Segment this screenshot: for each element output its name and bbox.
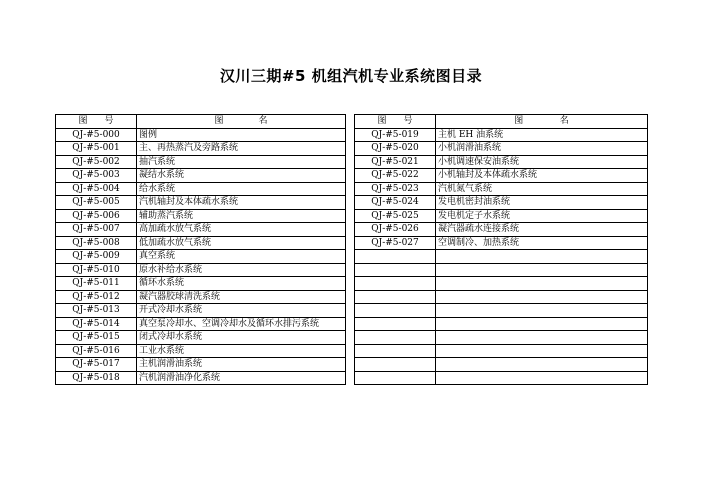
table-row <box>56 263 346 277</box>
table-row <box>56 155 346 169</box>
table-row <box>56 209 346 223</box>
table-row <box>355 169 648 183</box>
drawing-code-cell: QJ-#5-004 <box>56 182 137 196</box>
drawing-name-cell: 小机润滑油系统 <box>436 142 648 156</box>
drawing-code-cell: QJ-#5-014 <box>56 317 137 331</box>
drawing-name-cell <box>436 371 648 385</box>
header-code-cell <box>56 115 137 129</box>
drawing-index-table-right <box>354 114 648 385</box>
table-row <box>56 371 346 385</box>
drawing-code-cell <box>355 344 436 358</box>
header-name-char-2: 名 <box>559 116 569 127</box>
table-row <box>56 277 346 291</box>
table-header-row <box>355 115 648 129</box>
drawing-code-cell: QJ-#5-027 <box>355 236 436 250</box>
drawing-code-cell: QJ-#5-001 <box>56 142 137 156</box>
table-row <box>355 209 648 223</box>
header-name-cell <box>137 115 346 129</box>
table-header-row <box>56 115 346 129</box>
drawing-name-cell: 循环水系统 <box>137 277 346 291</box>
drawing-name-cell: 辅助蒸汽系统 <box>137 209 346 223</box>
table-row <box>355 263 648 277</box>
drawing-name-cell: 汽机轴封及本体疏水系统 <box>137 196 346 210</box>
drawing-code-cell: QJ-#5-008 <box>56 236 137 250</box>
header-code-char-2: 号 <box>104 116 114 127</box>
drawing-code-cell: QJ-#5-005 <box>56 196 137 210</box>
drawing-name-cell: 工业水系统 <box>137 344 346 358</box>
drawing-name-cell <box>436 290 648 304</box>
drawing-name-cell: 真空泵冷却水、空调冷却水及循环水排污系统 <box>137 317 346 331</box>
drawing-name-cell: 小机调速保安油系统 <box>436 155 648 169</box>
drawing-name-cell: 主机 EH 油系统 <box>436 128 648 142</box>
table-row <box>355 331 648 345</box>
drawing-name-cell: 抽汽系统 <box>137 155 346 169</box>
drawing-name-cell: 开式冷却水系统 <box>137 304 346 318</box>
table-row <box>56 236 346 250</box>
table-row <box>56 358 346 372</box>
drawing-code-cell <box>355 250 436 264</box>
drawing-code-cell: QJ-#5-020 <box>355 142 436 156</box>
table-row <box>56 290 346 304</box>
table-row <box>56 142 346 156</box>
header-name-char-1: 图 <box>514 116 524 127</box>
drawing-code-cell <box>355 304 436 318</box>
drawing-code-cell: QJ-#5-016 <box>56 344 137 358</box>
drawing-index-table-left <box>55 114 346 385</box>
drawing-name-cell: 发电机定子水系统 <box>436 209 648 223</box>
table-row <box>56 250 346 264</box>
drawing-name-cell <box>436 263 648 277</box>
drawing-code-cell <box>355 317 436 331</box>
drawing-code-cell: QJ-#5-007 <box>56 223 137 237</box>
drawing-code-cell: QJ-#5-021 <box>355 155 436 169</box>
table-row <box>355 317 648 331</box>
drawing-code-cell: QJ-#5-015 <box>56 331 137 345</box>
table-row <box>56 182 346 196</box>
drawing-name-cell: 凝汽器疏水连接系统 <box>436 223 648 237</box>
drawing-name-cell <box>436 331 648 345</box>
drawing-name-cell <box>436 344 648 358</box>
table-row <box>56 317 346 331</box>
header-code-char-1: 图 <box>377 116 387 127</box>
drawing-code-cell <box>355 277 436 291</box>
table-row <box>355 250 648 264</box>
table-row <box>56 196 346 210</box>
drawing-name-cell: 凝汽器胶球清洗系统 <box>137 290 346 304</box>
drawing-code-cell: QJ-#5-023 <box>355 182 436 196</box>
drawing-code-cell: QJ-#5-002 <box>56 155 137 169</box>
drawing-name-cell <box>436 304 648 318</box>
drawing-code-cell <box>355 290 436 304</box>
drawing-code-cell: QJ-#5-026 <box>355 223 436 237</box>
drawing-code-cell <box>355 263 436 277</box>
drawing-name-cell: 发电机密封油系统 <box>436 196 648 210</box>
table-row <box>355 344 648 358</box>
table-row <box>56 304 346 318</box>
table-row <box>355 223 648 237</box>
drawing-code-cell: QJ-#5-000 <box>56 128 137 142</box>
drawing-code-cell: QJ-#5-017 <box>56 358 137 372</box>
table-row <box>56 223 346 237</box>
drawing-code-cell: QJ-#5-013 <box>56 304 137 318</box>
drawing-code-cell: QJ-#5-011 <box>56 277 137 291</box>
drawing-name-cell: 高加疏水放气系统 <box>137 223 346 237</box>
table-row <box>56 128 346 142</box>
drawing-name-cell: 汽机氮气系统 <box>436 182 648 196</box>
drawing-name-cell: 主、再热蒸汽及旁路系统 <box>137 142 346 156</box>
header-code-char-1: 图 <box>78 116 88 127</box>
drawing-code-cell: QJ-#5-010 <box>56 263 137 277</box>
table-row <box>355 155 648 169</box>
header-code-cell <box>355 115 436 129</box>
drawing-name-cell: 闭式冷却水系统 <box>137 331 346 345</box>
drawing-name-cell: 真空系统 <box>137 250 346 264</box>
drawing-code-cell: QJ-#5-006 <box>56 209 137 223</box>
drawing-code-cell: QJ-#5-009 <box>56 250 137 264</box>
table-row <box>355 128 648 142</box>
header-code-char-2: 号 <box>403 116 413 127</box>
drawing-code-cell <box>355 331 436 345</box>
drawing-code-cell: QJ-#5-024 <box>355 196 436 210</box>
table-row <box>355 371 648 385</box>
drawing-name-cell <box>436 277 648 291</box>
table-row <box>355 358 648 372</box>
drawing-code-cell: QJ-#5-018 <box>56 371 137 385</box>
table-row <box>355 182 648 196</box>
table-row <box>355 304 648 318</box>
header-name-cell <box>436 115 648 129</box>
drawing-name-cell: 汽机润滑油净化系统 <box>137 371 346 385</box>
table-row <box>355 196 648 210</box>
drawing-code-cell: QJ-#5-012 <box>56 290 137 304</box>
drawing-name-cell: 低加疏水放气系统 <box>137 236 346 250</box>
table-row <box>56 344 346 358</box>
table-row <box>56 331 346 345</box>
table-row <box>355 142 648 156</box>
table-row <box>355 277 648 291</box>
table-row <box>355 236 648 250</box>
table-row <box>56 169 346 183</box>
drawing-name-cell <box>436 250 648 264</box>
drawing-name-cell: 小机轴封及本体疏水系统 <box>436 169 648 183</box>
page-title: 汉川三期#5 机组汽机专业系统图目录 <box>219 67 483 85</box>
header-name-char-2: 名 <box>258 116 268 127</box>
table-row <box>355 290 648 304</box>
drawing-name-cell: 给水系统 <box>137 182 346 196</box>
drawing-name-cell: 主机润滑油系统 <box>137 358 346 372</box>
drawing-name-cell: 空调制冷、加热系统 <box>436 236 648 250</box>
drawing-code-cell <box>355 371 436 385</box>
drawing-code-cell: QJ-#5-022 <box>355 169 436 183</box>
drawing-name-cell <box>436 358 648 372</box>
header-name-char-1: 图 <box>214 116 224 127</box>
drawing-name-cell: 原水补给水系统 <box>137 263 346 277</box>
drawing-name-cell: 凝结水系统 <box>137 169 346 183</box>
drawing-name-cell <box>436 317 648 331</box>
drawing-code-cell: QJ-#5-003 <box>56 169 137 183</box>
drawing-code-cell <box>355 358 436 372</box>
drawing-code-cell: QJ-#5-025 <box>355 209 436 223</box>
drawing-code-cell: QJ-#5-019 <box>355 128 436 142</box>
drawing-name-cell: 图例 <box>137 128 346 142</box>
